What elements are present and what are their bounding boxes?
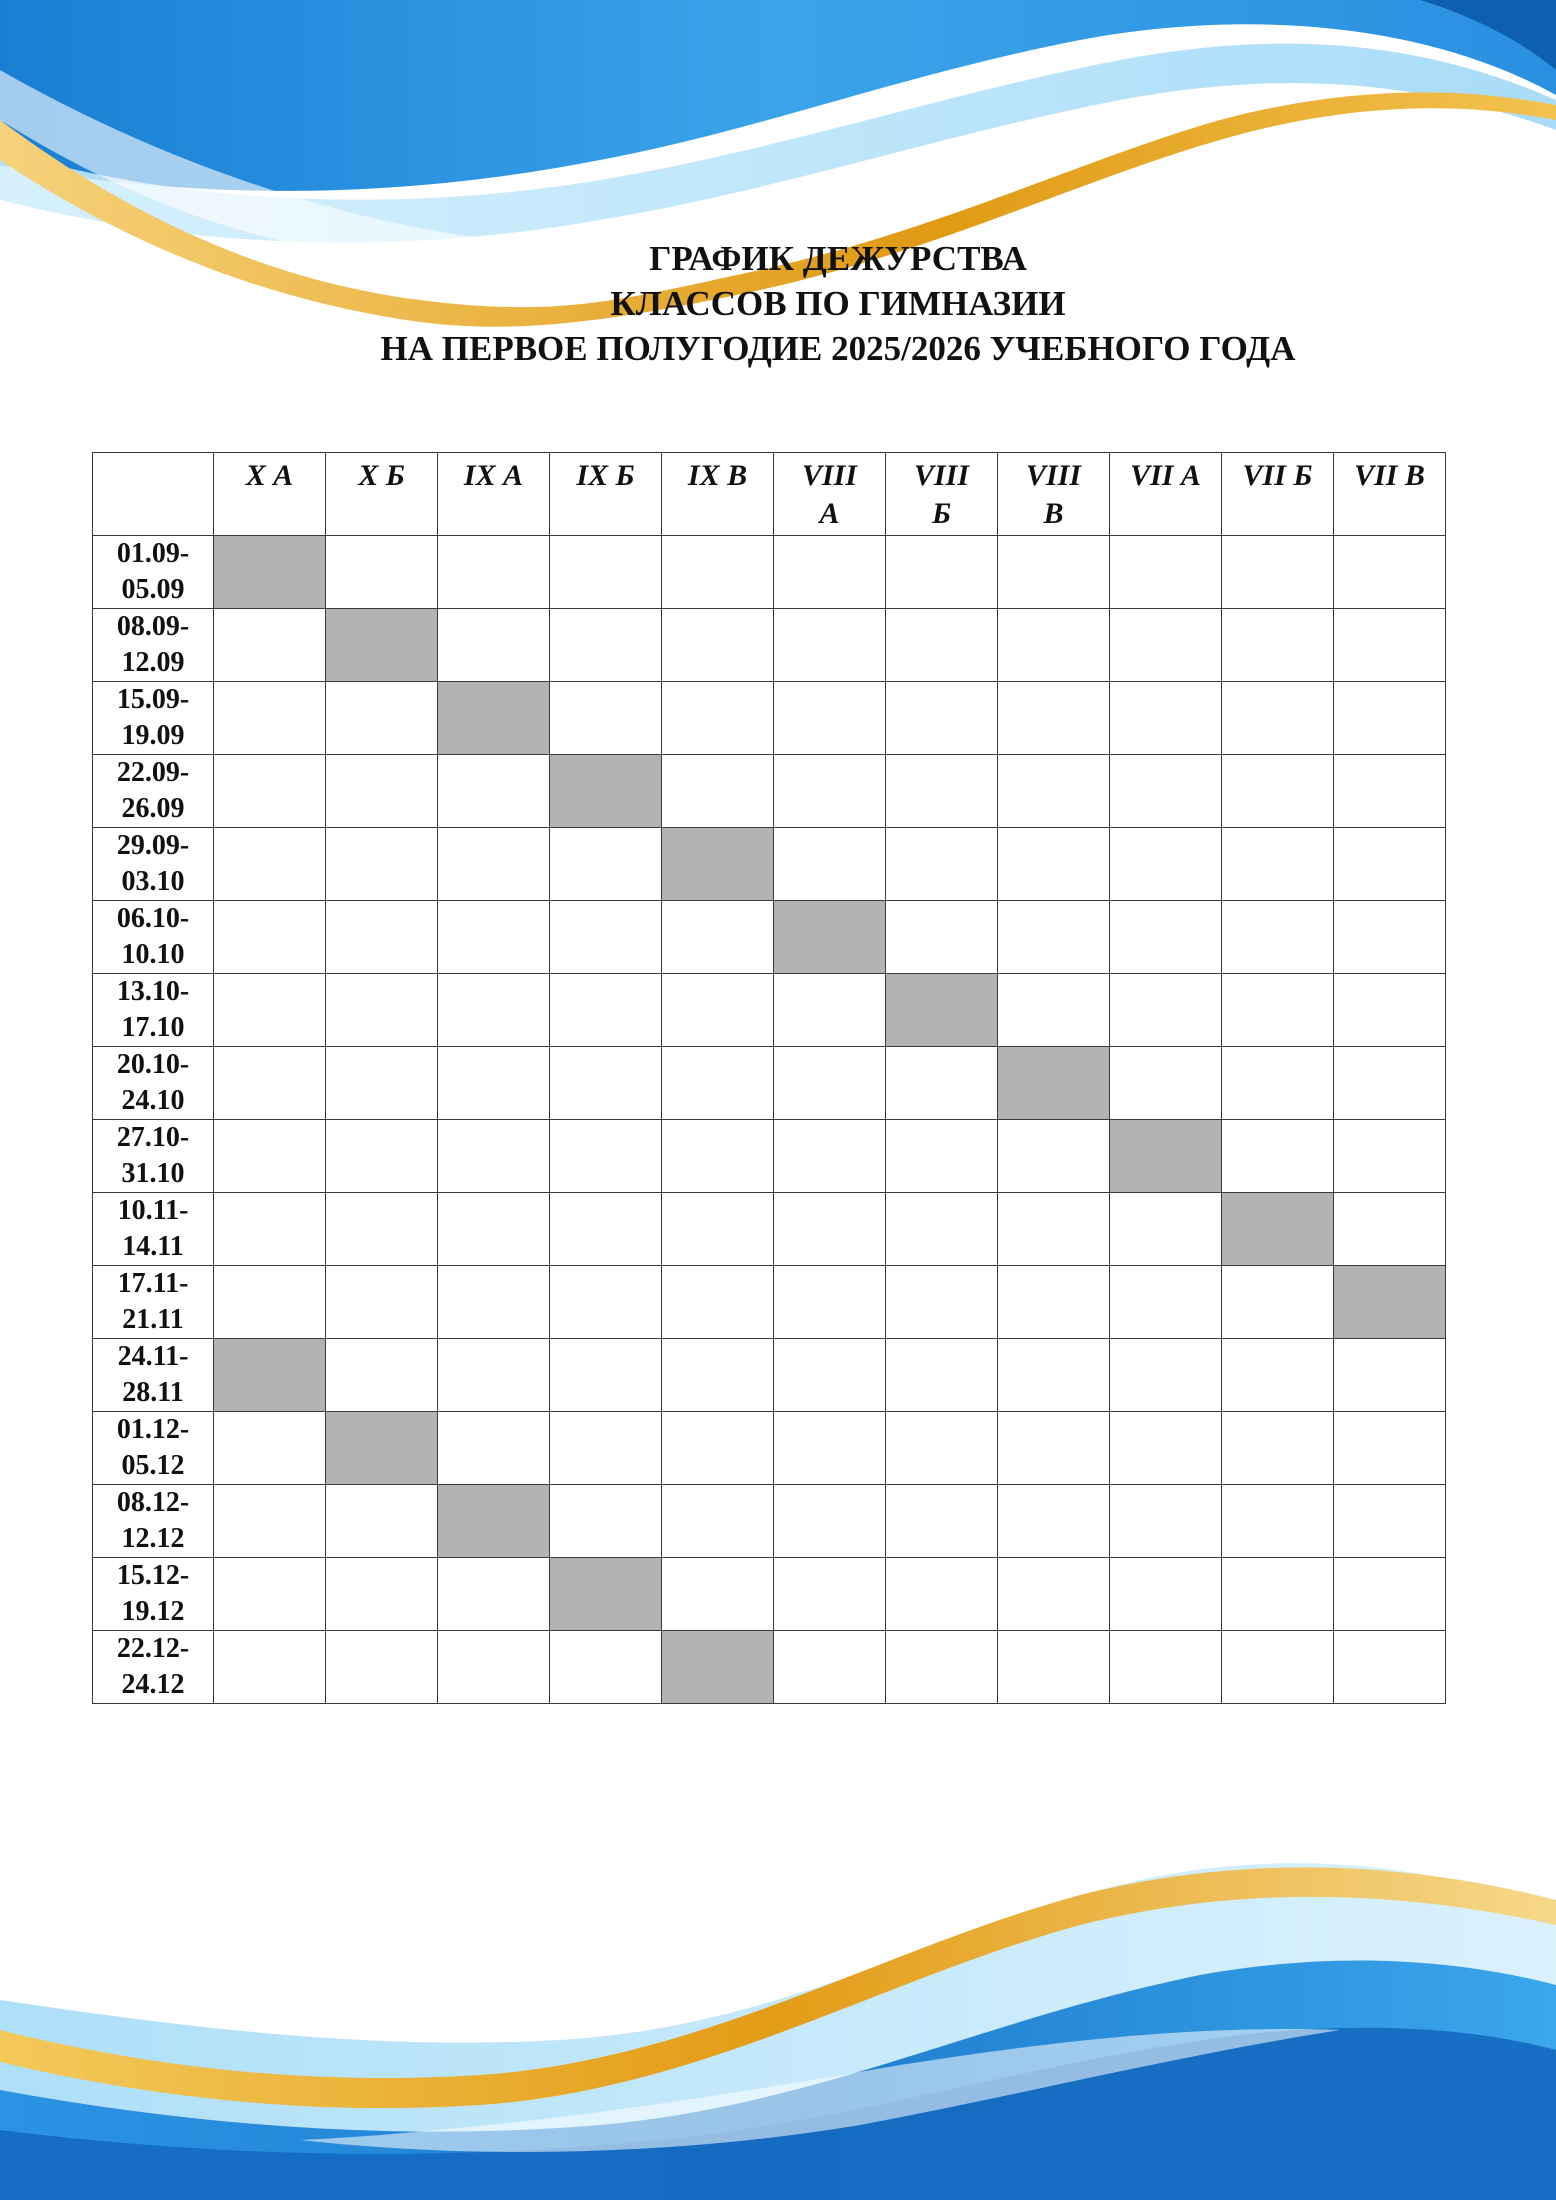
empty-cell [662, 901, 774, 974]
empty-cell [662, 1193, 774, 1266]
empty-cell [438, 1412, 550, 1485]
week-date-line: 08.09- [116, 611, 190, 642]
table-row [93, 755, 1446, 828]
empty-cell [1110, 1558, 1222, 1631]
empty-cell [438, 1339, 550, 1412]
empty-cell [326, 536, 438, 609]
table-body [93, 536, 1446, 1704]
empty-cell [1334, 1412, 1446, 1485]
empty-cell [326, 1193, 438, 1266]
empty-cell [214, 1047, 326, 1120]
empty-cell [662, 682, 774, 755]
week-date-line: 15.12- [116, 1560, 190, 1591]
week-date-line: 27.10- [116, 1122, 190, 1153]
empty-cell [438, 1266, 550, 1339]
week-dates-cell [93, 974, 214, 1047]
week-date-line: 21.11 [122, 1304, 184, 1335]
week-dates-cell [93, 1412, 214, 1485]
empty-cell [662, 1558, 774, 1631]
empty-cell [438, 828, 550, 901]
week-date-line: 10.10 [121, 939, 185, 970]
empty-cell [550, 1339, 662, 1412]
duty-cell [326, 609, 438, 682]
empty-cell [214, 901, 326, 974]
duty-cell [1334, 1266, 1446, 1339]
empty-cell [998, 901, 1110, 974]
empty-cell [662, 1120, 774, 1193]
column-header [1334, 453, 1446, 536]
week-date-line: 05.09 [121, 574, 185, 605]
column-header-line: VII А [1130, 459, 1201, 492]
empty-cell [662, 1339, 774, 1412]
bottom-wave-decoration [0, 1800, 1556, 2200]
empty-cell [886, 901, 998, 974]
empty-cell [1110, 536, 1222, 609]
empty-cell [550, 609, 662, 682]
empty-cell [886, 609, 998, 682]
week-date-line: 12.09 [121, 647, 185, 678]
week-date-line: 19.09 [121, 720, 185, 751]
empty-cell [1334, 1193, 1446, 1266]
empty-cell [886, 1120, 998, 1193]
empty-cell [662, 609, 774, 682]
empty-cell [1222, 682, 1334, 755]
empty-cell [550, 901, 662, 974]
week-dates-cell [93, 828, 214, 901]
column-header-line: VIII [913, 459, 970, 492]
empty-cell [774, 536, 886, 609]
document-title [0, 236, 1556, 371]
column-header-line: IX Б [576, 459, 635, 492]
empty-cell [998, 609, 1110, 682]
empty-cell [1334, 609, 1446, 682]
empty-cell [1334, 755, 1446, 828]
table-row [93, 682, 1446, 755]
column-header [326, 453, 438, 536]
empty-cell [998, 1485, 1110, 1558]
column-header [438, 453, 550, 536]
empty-cell [774, 828, 886, 901]
table-row [93, 1120, 1446, 1193]
empty-cell [1222, 1266, 1334, 1339]
table-row [93, 536, 1446, 609]
week-date-line: 14.11 [122, 1231, 184, 1262]
empty-cell [550, 536, 662, 609]
empty-cell [438, 609, 550, 682]
week-date-line: 22.12- [116, 1633, 190, 1664]
week-dates-cell [93, 1631, 214, 1704]
week-date-line: 24.11- [117, 1341, 189, 1372]
empty-cell [550, 1485, 662, 1558]
column-header-line: X А [245, 459, 294, 492]
week-date-line: 22.09- [116, 757, 190, 788]
duty-cell [662, 828, 774, 901]
empty-cell [438, 1193, 550, 1266]
empty-cell [1222, 1631, 1334, 1704]
table-row [93, 1193, 1446, 1266]
duty-cell [998, 1047, 1110, 1120]
empty-cell [214, 1193, 326, 1266]
empty-cell [662, 1485, 774, 1558]
empty-cell [214, 1120, 326, 1193]
week-date-line: 24.10 [121, 1085, 185, 1116]
week-date-line: 31.10 [121, 1158, 185, 1189]
empty-cell [1222, 1339, 1334, 1412]
empty-cell [1334, 974, 1446, 1047]
duty-cell [326, 1412, 438, 1485]
column-header-line: VII Б [1242, 459, 1313, 492]
empty-cell [1110, 901, 1222, 974]
duty-cell [774, 901, 886, 974]
empty-cell [774, 1485, 886, 1558]
week-dates-cell [93, 901, 214, 974]
empty-cell [886, 1193, 998, 1266]
empty-cell [326, 1558, 438, 1631]
empty-cell [1222, 1558, 1334, 1631]
empty-cell [326, 901, 438, 974]
empty-cell [550, 974, 662, 1047]
column-header-line: VIII [1025, 459, 1082, 492]
empty-cell [886, 1266, 998, 1339]
column-header [550, 453, 662, 536]
empty-cell [214, 1412, 326, 1485]
empty-cell [774, 755, 886, 828]
empty-cell [774, 1339, 886, 1412]
duty-cell [438, 682, 550, 755]
empty-cell [214, 1485, 326, 1558]
week-date-line: 01.12- [116, 1414, 190, 1445]
table-row [93, 901, 1446, 974]
duty-cell [550, 1558, 662, 1631]
empty-cell [326, 1631, 438, 1704]
empty-cell [326, 974, 438, 1047]
empty-cell [1334, 536, 1446, 609]
empty-cell [1222, 1120, 1334, 1193]
empty-cell [326, 1266, 438, 1339]
empty-cell [1110, 1412, 1222, 1485]
empty-cell [438, 1120, 550, 1193]
column-header-line: Б [931, 497, 952, 530]
empty-cell [774, 609, 886, 682]
empty-cell [326, 828, 438, 901]
empty-cell [1334, 828, 1446, 901]
table-row [93, 1485, 1446, 1558]
empty-cell [1222, 609, 1334, 682]
column-header-line: IX В [687, 459, 748, 492]
empty-cell [214, 1631, 326, 1704]
empty-cell [550, 1193, 662, 1266]
table-row [93, 1266, 1446, 1339]
empty-cell [662, 1047, 774, 1120]
empty-cell [886, 1485, 998, 1558]
empty-cell [438, 1631, 550, 1704]
empty-cell [886, 1339, 998, 1412]
empty-cell [1110, 1339, 1222, 1412]
duty-cell [214, 536, 326, 609]
week-dates-cell [93, 1558, 214, 1631]
empty-cell [886, 682, 998, 755]
corner-cell [93, 453, 214, 536]
week-date-line: 20.10- [116, 1049, 190, 1080]
week-dates-cell [93, 755, 214, 828]
duty-schedule-table [92, 452, 1446, 1704]
empty-cell [1222, 755, 1334, 828]
empty-cell [886, 1047, 998, 1120]
empty-cell [886, 755, 998, 828]
empty-cell [886, 1631, 998, 1704]
column-header-line: А [819, 497, 840, 530]
week-date-line: 26.09 [121, 793, 185, 824]
empty-cell [1110, 1193, 1222, 1266]
table-row [93, 1558, 1446, 1631]
empty-cell [774, 1412, 886, 1485]
week-date-line: 06.10- [116, 903, 190, 934]
empty-cell [662, 536, 774, 609]
empty-cell [998, 1412, 1110, 1485]
empty-cell [1334, 901, 1446, 974]
empty-cell [1222, 901, 1334, 974]
empty-cell [1334, 682, 1446, 755]
empty-cell [1334, 1558, 1446, 1631]
column-header [774, 453, 886, 536]
week-date-line: 03.10 [121, 866, 185, 897]
empty-cell [774, 682, 886, 755]
empty-cell [438, 901, 550, 974]
duty-cell [550, 755, 662, 828]
empty-cell [662, 1412, 774, 1485]
title-line-3: НА ПЕРВОЕ ПОЛУГОДИЕ 2025/2026 УЧЕБНОГО ГОДА [380, 329, 1296, 368]
empty-cell [214, 828, 326, 901]
title-line-2: КЛАССОВ ПО ГИМНАЗИИ [610, 284, 1066, 323]
column-header-line: IX А [463, 459, 524, 492]
empty-cell [886, 1412, 998, 1485]
empty-cell [438, 755, 550, 828]
empty-cell [774, 974, 886, 1047]
empty-cell [438, 974, 550, 1047]
column-header-line: VIII [801, 459, 858, 492]
empty-cell [662, 974, 774, 1047]
table-row [93, 1412, 1446, 1485]
duty-cell [214, 1339, 326, 1412]
empty-cell [326, 755, 438, 828]
week-date-line: 17.11- [117, 1268, 189, 1299]
column-header-line: X Б [358, 459, 405, 492]
week-dates-cell [93, 609, 214, 682]
empty-cell [214, 1558, 326, 1631]
empty-cell [438, 536, 550, 609]
table-row [93, 609, 1446, 682]
duty-cell [1110, 1120, 1222, 1193]
week-dates-cell [93, 536, 214, 609]
empty-cell [326, 1485, 438, 1558]
empty-cell [1222, 536, 1334, 609]
empty-cell [1110, 1266, 1222, 1339]
empty-cell [1110, 609, 1222, 682]
empty-cell [774, 1266, 886, 1339]
empty-cell [1222, 1485, 1334, 1558]
duty-cell [438, 1485, 550, 1558]
column-header [1222, 453, 1334, 536]
week-date-line: 01.09- [116, 538, 190, 569]
column-header [214, 453, 326, 536]
table-row [93, 974, 1446, 1047]
empty-cell [1222, 1412, 1334, 1485]
empty-cell [1222, 974, 1334, 1047]
duty-cell [662, 1631, 774, 1704]
empty-cell [438, 1047, 550, 1120]
table-header-row [93, 453, 1446, 536]
empty-cell [214, 682, 326, 755]
empty-cell [774, 1631, 886, 1704]
empty-cell [774, 1120, 886, 1193]
empty-cell [998, 1558, 1110, 1631]
empty-cell [1222, 1047, 1334, 1120]
empty-cell [998, 828, 1110, 901]
empty-cell [550, 1266, 662, 1339]
empty-cell [1222, 828, 1334, 901]
week-date-line: 29.09- [116, 830, 190, 861]
column-header-line: В [1043, 497, 1064, 530]
empty-cell [1334, 1047, 1446, 1120]
column-header [998, 453, 1110, 536]
empty-cell [998, 1631, 1110, 1704]
empty-cell [998, 682, 1110, 755]
empty-cell [774, 1193, 886, 1266]
empty-cell [214, 974, 326, 1047]
empty-cell [326, 682, 438, 755]
week-date-line: 12.12 [121, 1523, 185, 1554]
empty-cell [774, 1047, 886, 1120]
empty-cell [326, 1120, 438, 1193]
empty-cell [438, 1558, 550, 1631]
title-line-1: ГРАФИК ДЕЖУРСТВА [649, 239, 1027, 278]
week-date-line: 15.09- [116, 684, 190, 715]
empty-cell [886, 828, 998, 901]
empty-cell [1334, 1631, 1446, 1704]
empty-cell [998, 1339, 1110, 1412]
week-date-line: 28.11 [122, 1377, 184, 1408]
empty-cell [550, 1412, 662, 1485]
empty-cell [1110, 1485, 1222, 1558]
empty-cell [550, 1120, 662, 1193]
empty-cell [662, 755, 774, 828]
empty-cell [998, 1266, 1110, 1339]
column-header [886, 453, 998, 536]
empty-cell [998, 1193, 1110, 1266]
empty-cell [998, 755, 1110, 828]
duty-cell [886, 974, 998, 1047]
week-date-line: 08.12- [116, 1487, 190, 1518]
empty-cell [1110, 682, 1222, 755]
table-row [93, 1339, 1446, 1412]
empty-cell [1334, 1485, 1446, 1558]
empty-cell [550, 1047, 662, 1120]
empty-cell [886, 536, 998, 609]
week-dates-cell [93, 1120, 214, 1193]
empty-cell [214, 609, 326, 682]
empty-cell [1334, 1120, 1446, 1193]
empty-cell [1110, 1047, 1222, 1120]
column-header [1110, 453, 1222, 536]
week-date-line: 10.11- [117, 1195, 189, 1226]
week-dates-cell [93, 682, 214, 755]
empty-cell [1110, 755, 1222, 828]
week-date-line: 24.12 [121, 1669, 185, 1700]
week-dates-cell [93, 1339, 214, 1412]
week-dates-cell [93, 1266, 214, 1339]
duty-cell [1222, 1193, 1334, 1266]
week-date-line: 17.10 [121, 1012, 185, 1043]
week-date-line: 13.10- [116, 976, 190, 1007]
empty-cell [1110, 1631, 1222, 1704]
table-row [93, 1047, 1446, 1120]
column-header-line: VII В [1354, 459, 1425, 492]
week-date-line: 19.12 [121, 1596, 185, 1627]
empty-cell [214, 755, 326, 828]
empty-cell [214, 1266, 326, 1339]
empty-cell [326, 1339, 438, 1412]
empty-cell [1334, 1339, 1446, 1412]
week-dates-cell [93, 1485, 214, 1558]
empty-cell [662, 1266, 774, 1339]
empty-cell [550, 828, 662, 901]
table-row [93, 1631, 1446, 1704]
empty-cell [998, 1120, 1110, 1193]
table-row [93, 828, 1446, 901]
week-date-line: 05.12 [121, 1450, 185, 1481]
empty-cell [550, 682, 662, 755]
empty-cell [886, 1558, 998, 1631]
week-dates-cell [93, 1047, 214, 1120]
empty-cell [998, 536, 1110, 609]
empty-cell [1110, 974, 1222, 1047]
empty-cell [998, 974, 1110, 1047]
empty-cell [1110, 828, 1222, 901]
empty-cell [774, 1558, 886, 1631]
empty-cell [550, 1631, 662, 1704]
empty-cell [326, 1047, 438, 1120]
week-dates-cell [93, 1193, 214, 1266]
column-header [662, 453, 774, 536]
